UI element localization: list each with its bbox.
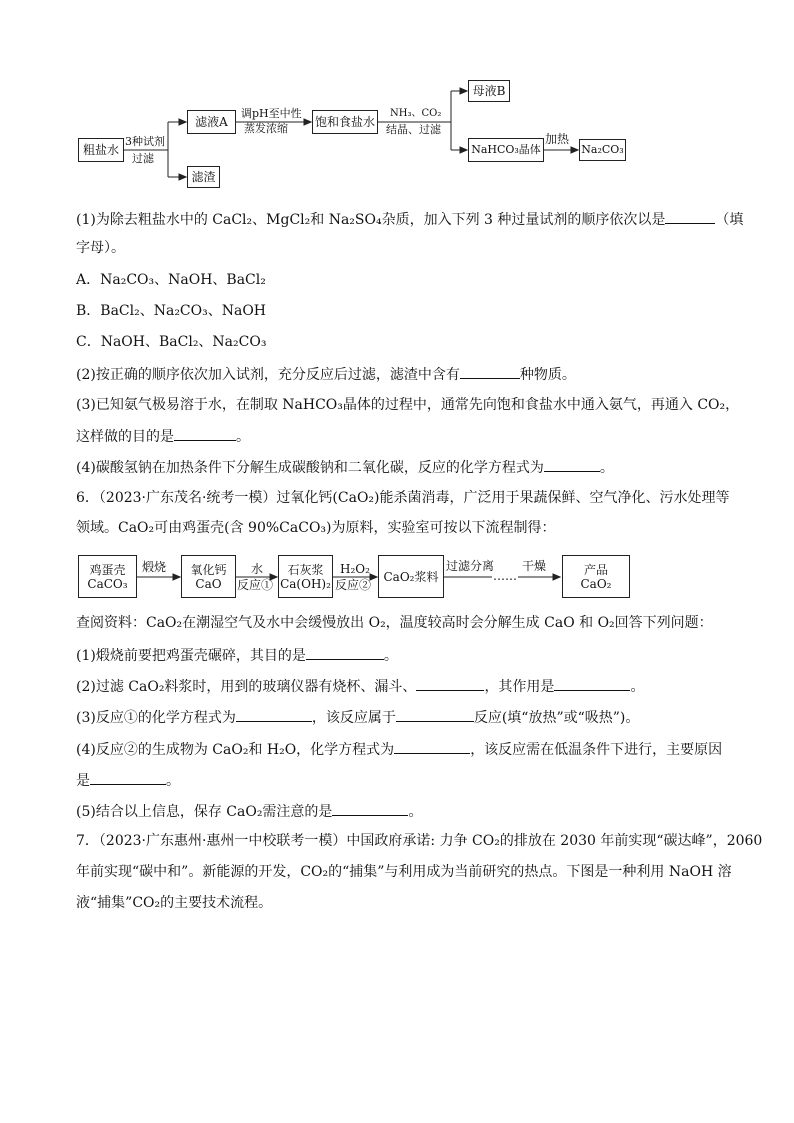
- q6-sub3-text: (3)反应①的化学方程式为: [76, 710, 236, 726]
- q6-sub3-tail: 反应(填“放热”或“吸热”)。: [473, 710, 640, 726]
- q7-line1: 7．（2023·广东惠州·惠州一中校联考一模）中国政府承诺: 力争 CO₂的排放在 2030 年前实现“碳达峰”，2060: [76, 833, 763, 849]
- q5-sub4-tail: 。: [599, 460, 614, 476]
- flow2-water-label: 水: [251, 562, 264, 576]
- q6-sub4-tail: 。: [166, 773, 180, 789]
- answer-blank[interactable]: [236, 708, 312, 722]
- flow2-dry-label: 干燥: [522, 559, 547, 573]
- flow1-evaporate-label: 蒸发浓缩: [244, 122, 288, 135]
- flow2-lime-formula: Ca(OH)₂: [280, 576, 331, 591]
- q6-intro-line1: 6．（2023·广东茂名·统考一模）过氧化钙(CaO₂)能杀菌消毒，广泛用于果蔬保鲜、空气净化、污水处理等: [76, 490, 730, 506]
- answer-blank[interactable]: [332, 802, 408, 816]
- q5-sub4-text: (4)碳酸氢钠在加热条件下分解生成碳酸钠和二氧化碳，反应的化学方程式为: [76, 460, 544, 476]
- flow2-product-formula: CaO₂: [580, 576, 612, 591]
- answer-blank[interactable]: [394, 740, 470, 754]
- q5-sub2-tail: 种物质。: [519, 367, 576, 383]
- q6-sub2-text: (2)过滤 CaO₂料浆时，用到的玻璃仪器有烧杯、漏斗、: [76, 679, 417, 695]
- answer-blank[interactable]: [554, 677, 630, 691]
- flow1-heat-label: 加热: [545, 132, 570, 146]
- flow2-eggshell-name: 鸡蛋壳: [89, 562, 126, 577]
- q5-option-a: A．Na₂CO₃、NaOH、BaCl₂: [76, 272, 266, 288]
- flow2-eggshell-formula: CaCO₃: [87, 576, 128, 591]
- q5-sub3-tail: 。: [236, 429, 250, 445]
- q6-intro-line2: 领域。CaO₂可由鸡蛋壳(含 90%CaCO₃)为原料，实验室可按以下流程制得：: [76, 520, 556, 536]
- answer-blank[interactable]: [416, 677, 484, 691]
- q6-sub4-line1: [76, 740, 726, 758]
- flow1-mother-b-label: 母液B: [472, 84, 506, 98]
- q6-sub1-tail: 。: [383, 648, 398, 664]
- flow1-gas-label: NH₃、CO₂: [390, 108, 442, 119]
- q5-sub1-text: (1)为除去粗盐水中的 CaCl₂、MgCl₂和 Na₂SO₄杂质，加入下列 3 种过量试剂的顺序依次以是: [76, 212, 666, 228]
- flow1-residue-label: 滤渣: [191, 170, 216, 184]
- flow2-h2o2-label: H₂O₂: [340, 562, 370, 576]
- q6-reference: 查阅资料：CaO₂在潮湿空气及水中会缓慢放出 O₂，温度较高时会分解生成 CaO 和 O₂回答下列问题：: [76, 615, 713, 631]
- q7-line2: 年前实现“碳中和”。新能源的开发，CO₂的“捕集”与利用成为当前研究的热点。下图是一种利用 NaOH 溶: [76, 864, 732, 880]
- q5-sub3-line1: (3)已知氨气极易溶于水，在制取 NaHCO₃晶体的过程中，通常先向饱和食盐水中通入氨气，再通入 CO₂，: [76, 397, 740, 413]
- flow1-crystallize-label: 结晶、过滤: [386, 123, 441, 136]
- answer-blank[interactable]: [396, 708, 474, 722]
- q6-sub3: [76, 708, 726, 726]
- flow2-cao-name: 氧化钙: [190, 562, 227, 577]
- q6-sub5: [76, 802, 726, 820]
- flow2-calcine-label: 煅烧: [142, 560, 167, 574]
- q6-sub4-mid: ，该反应需在低温条件下进行，主要原因: [470, 742, 723, 758]
- q6-sub2: [76, 677, 726, 695]
- flow1-reagent-label: 3种试剂: [125, 135, 165, 148]
- flow2-box-eggshell: [78, 555, 137, 598]
- flow1-filtrate-a-label: 滤液A: [195, 115, 228, 129]
- q7-line3: 液“捕集”CO₂的主要技术流程。: [76, 895, 273, 911]
- flow2-reaction1-label: 反应①: [237, 578, 274, 592]
- flow2-reaction2-label: 反应②: [335, 578, 372, 592]
- q5-sub1-tail: （填: [715, 212, 744, 228]
- flow2-box-cao: [181, 555, 236, 598]
- q6-sub5-text: (5)结合以上信息，保存 CaO₂需注意的是: [76, 804, 333, 820]
- q6-sub1-text: (1)煅烧前要把鸡蛋壳碾碎，其目的是: [76, 648, 306, 664]
- flow1-na2co3-label: Na₂CO₃: [581, 143, 624, 156]
- flow2-box-slurry: [378, 555, 444, 598]
- q5-option-b: B．BaCl₂、Na₂CO₃、NaOH: [76, 303, 267, 319]
- flow2-slurry-label: CaO₂浆料: [383, 569, 439, 584]
- q6-sub5-tail: 。: [408, 804, 423, 820]
- answer-blank[interactable]: [306, 646, 384, 660]
- flow1-nahco3-label: NaHCO₃晶体: [471, 143, 541, 156]
- flow2-box-product: [562, 555, 630, 598]
- q5-option-c: C．NaOH、BaCl₂、Na₂CO₃: [76, 334, 267, 350]
- q5-sub2-text: (2)按正确的顺序依次加入试剂，充分反应后过滤，滤渣中含有: [76, 367, 460, 383]
- q6-sub1: [76, 646, 726, 664]
- flow2-product-name: 产品: [583, 562, 608, 577]
- flow1-filter-label: 过滤: [132, 152, 154, 165]
- flow1-saturated-label: 饱和食盐水: [314, 115, 375, 129]
- q5-sub3-text: 这样做的目的是: [76, 429, 174, 445]
- flow2-dots: ……: [493, 569, 517, 583]
- flow2-cao-formula: CaO: [195, 576, 222, 591]
- answer-blank[interactable]: [90, 771, 166, 785]
- q6-sub3-mid: ，该反应属于: [311, 710, 396, 726]
- q6-sub2-mid: ，其作用是: [484, 679, 555, 695]
- flow1-raw-label: 粗盐水: [82, 143, 119, 157]
- q6-sub4-line2: [76, 771, 726, 789]
- q6-sub2-tail: 。: [630, 679, 645, 695]
- flow1-ph-label: 调pH至中性: [241, 107, 302, 120]
- q6-sub4-text: (4)反应②的生成物为 CaO₂和 H₂O，化学方程式为: [76, 742, 395, 758]
- flow2-box-lime: [278, 555, 333, 598]
- flow2-filter-label: 过滤分离: [446, 559, 495, 573]
- q6-sub4-prefix: 是: [76, 773, 90, 789]
- q5-sub1-line2: 字母）。: [76, 240, 125, 256]
- flow2-lime-name: 石灰浆: [287, 562, 324, 577]
